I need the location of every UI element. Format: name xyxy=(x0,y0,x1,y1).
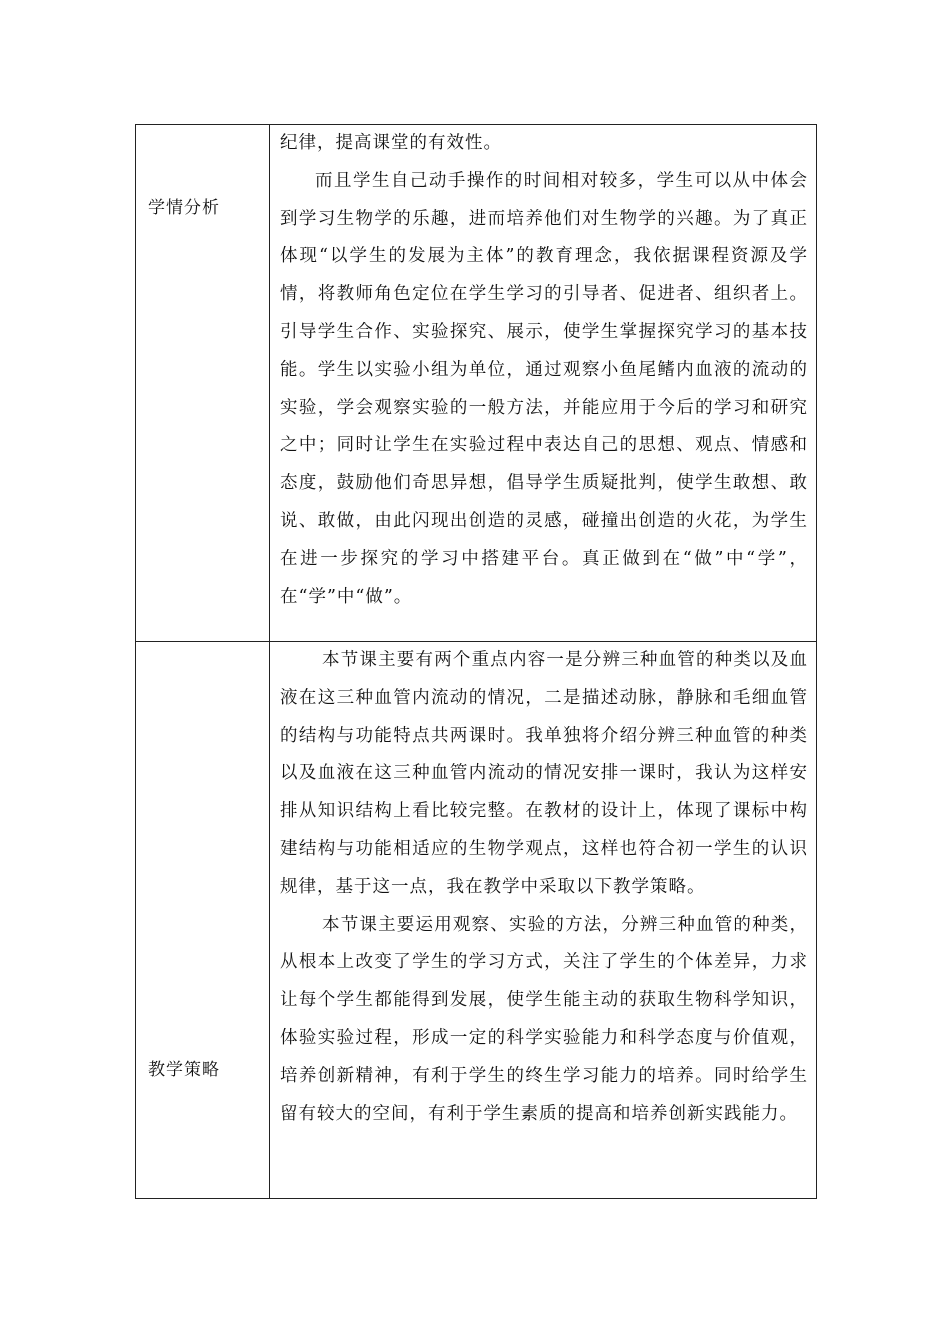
strategy-paragraph-1: 本节课主要有两个重点内容一是分辨三种血管的种类以及血液在这三种血管内流动的情况，二是描述动脉，静脉和毛细血管的结构与功能特点共两课时。我单独将介绍分辨三种血管的种类以及血液在这三种血管内流动的情况安排一课时，我认为这样安排从知识结构上看比较完整。在教材的设计上，体现了课标中构建结构与功能相适应的生物学观点，这样也符合初一学生的认识规律，基于这一点，我在教学中采取以下教学策略。 xyxy=(280,650,808,897)
label-cell-analysis xyxy=(136,125,270,642)
strategy-paragraph-2: 本节课主要运用观察、实验的方法，分辨三种血管的种类，从根本上改变了学生的学习方式，关注了学生的个体差异，力求让每个学生都能得到发展，使学生能主动的获取生物科学知识，体验实验过程，形成一定的科学实验能力和科学态度与价值观，培养创新精神，有利于学生的终生学习能力的培养。同时给学生留有较大的空间，有利于学生素质的提高和培养创新实践能力。 xyxy=(280,914,808,1124)
label-cell-strategy xyxy=(136,642,270,1199)
table-row-analysis xyxy=(136,125,817,642)
row-label-analysis: 学情分析 xyxy=(148,198,220,218)
analysis-paragraph-1: 纪律，提高课堂的有效性。 xyxy=(280,133,502,153)
content-cell-strategy xyxy=(270,642,817,1199)
lesson-plan-table xyxy=(135,124,817,1199)
table-row-strategy xyxy=(136,642,817,1199)
analysis-paragraph-2: 而且学生自己动手操作的时间相对较多，学生可以从中体会到学习生物学的乐趣，进而培养他们对生物学的兴趣。为了真正体现“以学生的发展为主体”的教育理念，我依据课程资源及学情，将教师角色定位在学生学习的引导者、促进者、组织者上。引导学生合作、实验探究、展示，使学生掌握探究学习的基本技能。学生以实验小组为单位，通过观察小鱼尾鳍内血液的流动的实验，学会观察实验的一般方法，并能应用于今后的学习和研究之中；同时让学生在实验过程中表达自己的思想、观点、情感和态度，鼓励他们奇思异想，倡导学生质疑批判，使学生敢想、敢说、敢做，由此闪现出创造的灵感，碰撞出创造的火花，为学生在进一步探究的学习中搭建平台。真正做到在“做”中“学”，在“学”中“做”。 xyxy=(280,170,808,607)
row-label-strategy: 教学策略 xyxy=(148,1060,220,1080)
content-cell-analysis xyxy=(270,125,817,642)
